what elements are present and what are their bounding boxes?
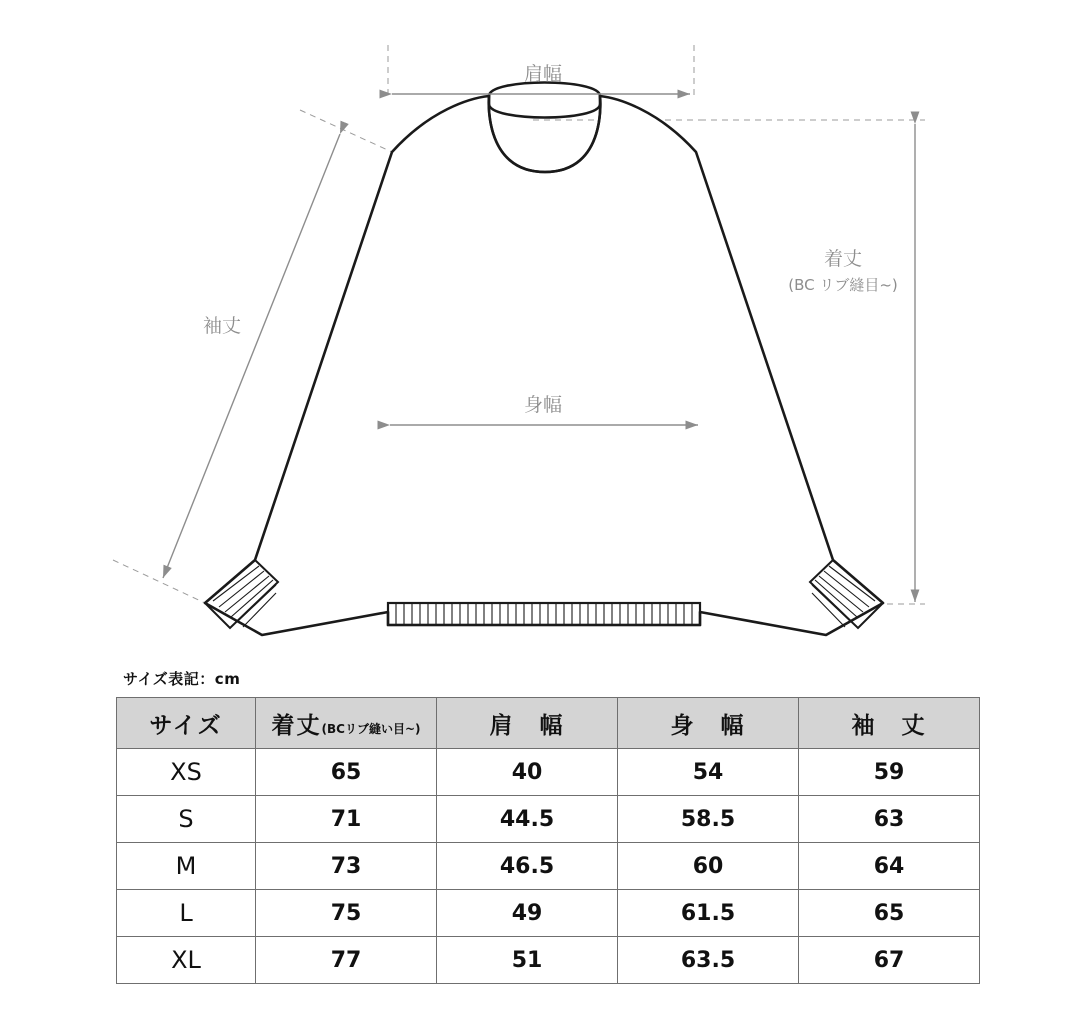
cell-shoulder: 49: [437, 890, 618, 937]
cell-shoulder: 51: [437, 937, 618, 984]
cell-body: 61.5: [618, 890, 799, 937]
table-row: [117, 890, 980, 937]
cell-length: 73: [256, 843, 437, 890]
label-garment-length: 着丈: [823, 248, 863, 270]
header-sleeve: [799, 698, 980, 749]
cell-size: M: [117, 843, 256, 890]
cell-size: XS: [117, 749, 256, 796]
cell-body: 63.5: [618, 937, 799, 984]
label-body-width: 身幅: [523, 394, 563, 416]
size-table: [116, 697, 980, 984]
table-header-row: [117, 698, 980, 749]
header-shoulder: [437, 698, 618, 749]
label-sleeve-length: 袖丈: [202, 315, 242, 337]
table-row: [117, 796, 980, 843]
cell-sleeve: 63: [799, 796, 980, 843]
label-shoulder: 肩幅: [523, 63, 563, 85]
table-row: [117, 937, 980, 984]
header-body: [618, 698, 799, 749]
header-length: [256, 698, 437, 749]
cell-length: 71: [256, 796, 437, 843]
label-garment-length-sub: (BC リブ縫目~): [788, 276, 898, 294]
cell-length: 65: [256, 749, 437, 796]
header-body-label: 身 幅: [670, 712, 746, 739]
cell-sleeve: 59: [799, 749, 980, 796]
cell-body: 54: [618, 749, 799, 796]
table-row: [117, 843, 980, 890]
cell-shoulder: 46.5: [437, 843, 618, 890]
header-size-label: サイズ: [149, 712, 223, 739]
cell-length: 75: [256, 890, 437, 937]
cell-body: 60: [618, 843, 799, 890]
cell-sleeve: 65: [799, 890, 980, 937]
cell-size: L: [117, 890, 256, 937]
header-size: [117, 698, 256, 749]
cell-length: 77: [256, 937, 437, 984]
header-sleeve-label: 袖 丈: [851, 712, 927, 739]
sweater-outline: [202, 83, 883, 636]
header-length-label: 着丈: [271, 712, 322, 739]
cell-size: XL: [117, 937, 256, 984]
table-row: [117, 749, 980, 796]
cell-body: 58.5: [618, 796, 799, 843]
cell-shoulder: 44.5: [437, 796, 618, 843]
cell-sleeve: 67: [799, 937, 980, 984]
unit-note: サイズ表記：cm: [123, 670, 241, 688]
header-length-sub: (BCリブ縫い目~): [321, 721, 421, 736]
cell-sleeve: 64: [799, 843, 980, 890]
cell-shoulder: 40: [437, 749, 618, 796]
header-shoulder-label: 肩 幅: [489, 712, 565, 739]
cell-size: S: [117, 796, 256, 843]
